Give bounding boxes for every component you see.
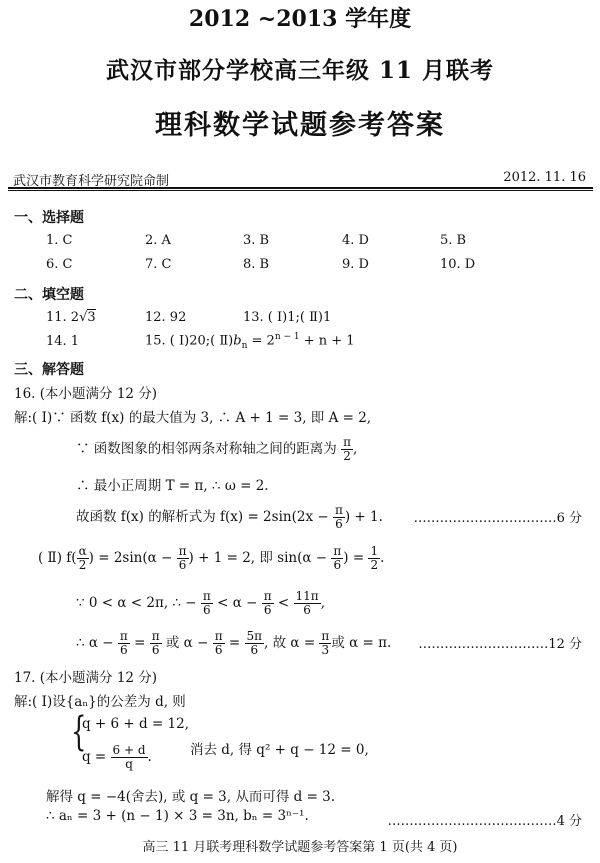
fill-answer-15: 15. ( Ⅰ)20;( $Ⅱ)b_n = 2^{n - 1} + n + 1$ (145, 332, 355, 351)
answer-5: 5. B (440, 233, 467, 248)
fraction: $\frac{6 + d}{q}$ (112, 743, 146, 771)
q16-line-6: ∵ 0 < α < 2π, ∴ − $\frac{\pi}{6}$ < α − $\frac{\pi}{6}$ < $\frac{11\pi}{6}$ , (76, 589, 325, 617)
fill-answer-11: 11. 2√3 (46, 310, 96, 325)
answer-1: 1. C (46, 233, 73, 248)
page-footer: 高三 11 月联考理科数学试题参考答案第 1 页(共 4 页) (142, 840, 458, 855)
answer-10: 10. D (440, 257, 476, 272)
date-label: 2012. 11. 16 (503, 170, 586, 185)
choice-row-1 (0, 233, 600, 251)
section-fill: 二、填空题 (14, 287, 84, 303)
q17-line-4: ∴ aₙ = 3 + (n − 1) × 3 = 3n, bₙ = 3ⁿ⁻¹. (46, 808, 309, 824)
q16-line-7: ∴ α − $\frac{\pi}{6}$ = $\frac{\pi}{6}$ 或 α − $\frac{\pi}{6}$ = $\frac{5\pi}{6}$ , 故 α = $\frac{\pi}{3}$ 或 α = π. (76, 629, 392, 657)
fill-answer-13: 13. ( Ⅰ)1;( Ⅱ)1 (243, 310, 332, 325)
answer-2: 2. A (145, 233, 171, 248)
answer-4: 4. D (342, 233, 369, 248)
fraction: $\frac{5\pi}{6}$ (246, 629, 263, 657)
fraction: $\frac{\pi}{6}$ (263, 589, 272, 617)
fraction: $\frac{\pi}{6}$ (214, 629, 223, 657)
year-heading: 2012 ~2013 学年度 (188, 6, 412, 32)
page-title: 理科数学试题参考答案 (155, 110, 445, 141)
fraction: $\frac{11\pi}{6}$ (295, 589, 319, 617)
institute-label: 武汉市教育科学研究院命制 (13, 174, 170, 189)
q17-line-1: 解:( Ⅰ)设{aₙ}的公差为 d, 则 (14, 694, 186, 710)
fraction: $\frac{\pi}{6}$ (178, 544, 187, 572)
system-eq-1: q + 6 + d = 12, (82, 716, 190, 732)
header-divider-thin (8, 190, 593, 191)
system-brace: { (71, 709, 87, 755)
fraction: $\frac{\pi}{6}$ (334, 503, 343, 531)
q16-line-3: ∴ 最小正周期 T = π, ∴ ω = 2. (76, 478, 269, 494)
header-divider (8, 187, 593, 189)
fraction: $\frac{\pi}{6}$ (151, 629, 160, 657)
answer-8: 8. B (243, 257, 270, 272)
q16-line-2: ∵ 函数图象的相邻两条对称轴之间的距离为 $\frac{\pi}{2}$ , (76, 435, 358, 463)
fraction: $\frac{\pi}{6}$ (333, 544, 342, 572)
section-choice: 一、选择题 (14, 210, 84, 226)
q16-heading: 16. (本小题满分 12 分) (14, 386, 158, 402)
answer-3: 3. B (243, 233, 270, 248)
q16-score-2: …………………………12 分 (418, 637, 582, 652)
fill-answer-12: 12. 92 (145, 310, 187, 325)
fraction: $\frac{\alpha}{2}$ (78, 544, 87, 572)
fraction: $\frac{\pi}{6}$ (202, 589, 211, 617)
radicand: 3 (87, 310, 96, 325)
system-eq-2: q = $\frac{6 + d}{q}$ . (82, 743, 152, 771)
fraction: $\frac{\pi}{2}$ (343, 435, 351, 463)
q16-score-1: ……………………………6 分 (413, 511, 582, 526)
answer-9: 9. D (342, 257, 369, 272)
q17-line-3: 解得 q = −4(舍去), 或 q = 3, 从而可得 d = 3. (46, 789, 336, 805)
exam-heading: 武汉市部分学校高三年级 11 月联考 (105, 57, 495, 84)
q17-score-1: …………………………………4 分 (387, 814, 582, 829)
q17-eliminate: 消去 d, 得 q² + q − 12 = 0, (190, 742, 369, 758)
q16-line-5: ( Ⅱ) f( $\frac{\alpha}{2}$ ) = 2sin(α − $\frac{\pi}{6}$ ) + 1 = 2, 即 sin(α − $\frac{\pi}{6}$ ) = $\frac{1}{2}$ . (38, 544, 385, 572)
fraction: $\frac{1}{2}$ (370, 544, 379, 572)
fraction: $\frac{\pi}{6}$ (119, 629, 128, 657)
q17-heading: 17. (本小题满分 12 分) (14, 670, 158, 686)
fill-answer-14: 14. 1 (46, 334, 80, 349)
answer-7: 7. C (145, 257, 172, 272)
section-solve: 三、解答题 (14, 362, 84, 378)
fraction: $\frac{\pi}{3}$ (321, 629, 330, 657)
q16-line-1: 解:( Ⅰ)∵ 函数 f(x) 的最大值为 3, ∴ A + 1 = 3, 即 A = 2, (14, 410, 372, 426)
answer-6: 6. C (46, 257, 73, 272)
choice-row-2 (0, 257, 600, 275)
q16-line-4: 故函数 f(x) 的解析式为 f(x) = 2sin(2x − $\frac{\pi}{6}$ ) + 1. (76, 503, 383, 531)
